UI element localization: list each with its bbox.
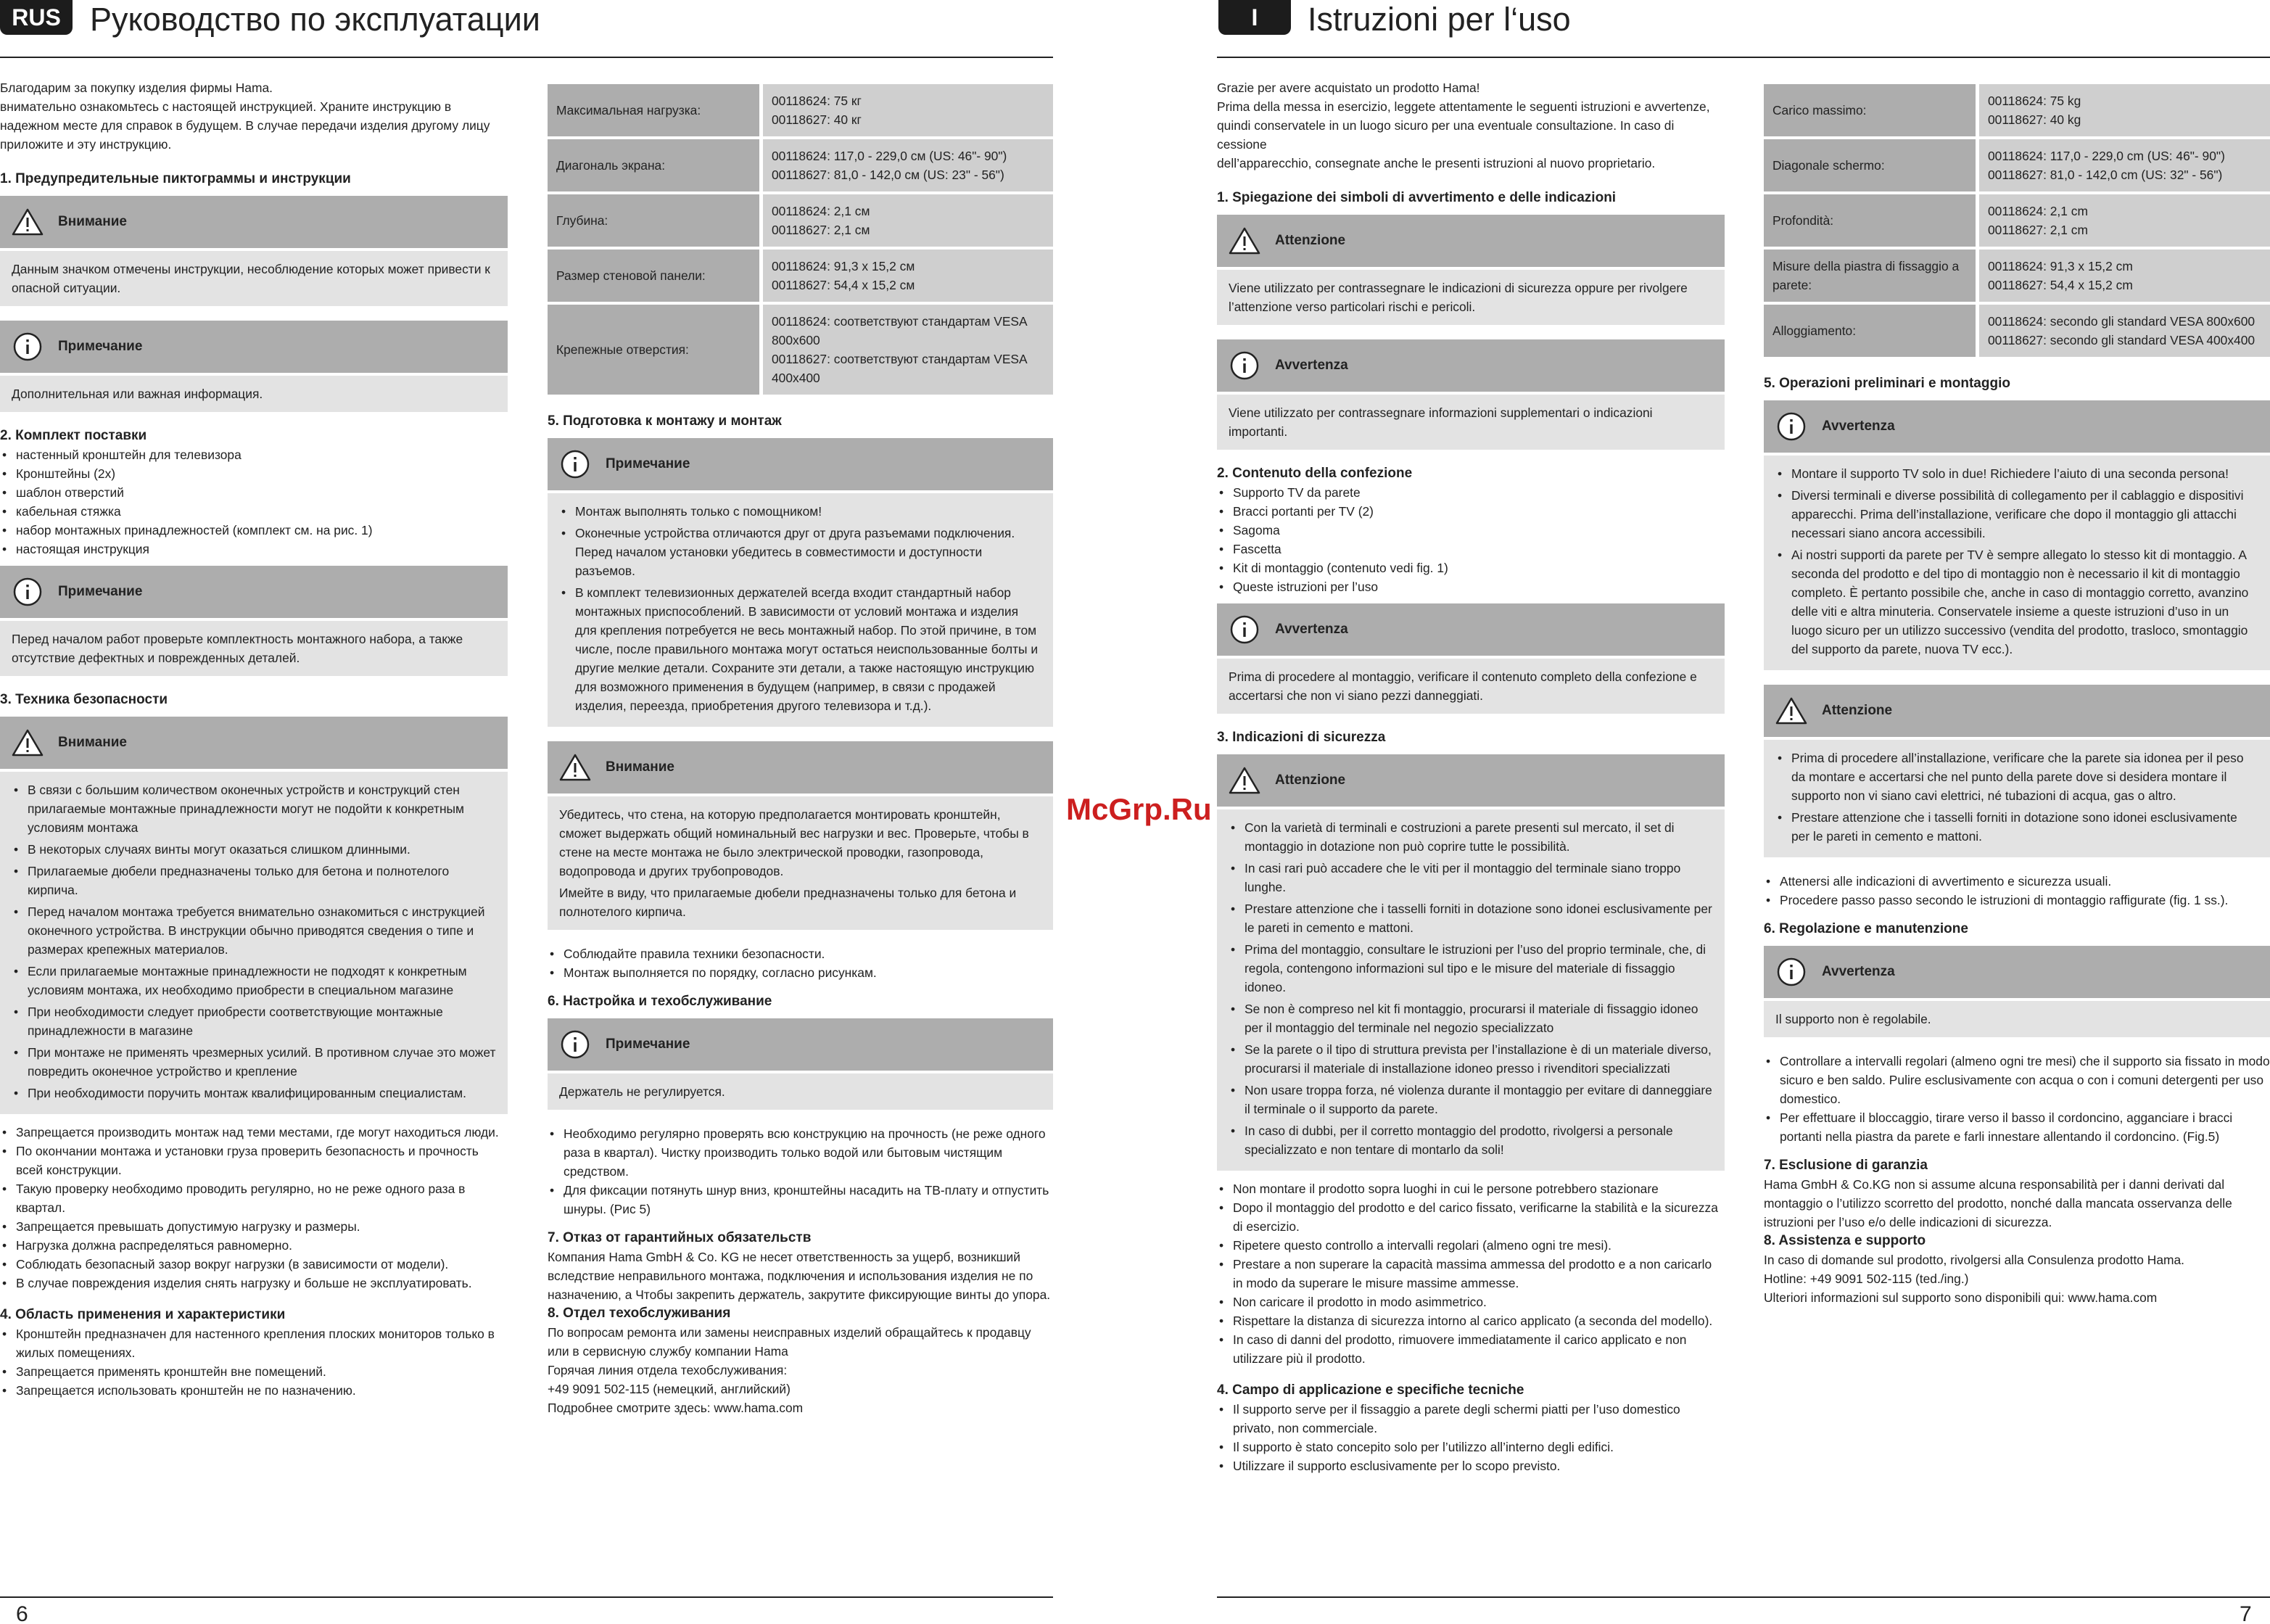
table-row xyxy=(548,250,1053,302)
list-item: • Procedere passo passo secondo le istruzioni di montaggio raffigurate (fig. 1 ss.). xyxy=(1764,891,2270,910)
note-box-header xyxy=(1764,946,2270,998)
note-box-text: Il supporto non è regolabile. xyxy=(1775,1012,1931,1026)
list-item: • Queste istruzioni per l’uso xyxy=(1217,577,1725,596)
spec-value: 00118624: соответствуют стандартам VESA 800x600 00118627: соответствуют стандартам VESA 400x400 xyxy=(759,305,1053,395)
table-row xyxy=(548,139,1053,191)
warning-box-title: Внимание xyxy=(606,759,674,775)
list-item: • Kit di montaggio (contenuto vedi fig. 1) xyxy=(1217,558,1725,577)
spec-value: 00118624: 2,1 cm 00118627: 2,1 cm xyxy=(1976,194,2270,247)
note-box-title: Примечание xyxy=(58,339,143,354)
section-heading: 6. Regolazione e manutenzione xyxy=(1764,921,1968,936)
warning-box xyxy=(1764,685,2270,857)
note-list xyxy=(1775,464,2258,659)
list-item: • При необходимости следует приобрести соответствующие монтажные принадлежности в магазине xyxy=(12,1002,496,1040)
list-item: • Montare il supporto TV solo in due! Richiedere l’aiuto di una seconda persona! xyxy=(1775,464,2258,483)
note-box xyxy=(1217,603,1725,714)
warning-box-title: Attenzione xyxy=(1275,233,1346,248)
list-item: • Non caricare il prodotto in modo asimmetrico. xyxy=(1217,1293,1725,1311)
note-box-header xyxy=(0,566,508,618)
info-icon xyxy=(1775,411,1807,442)
left-column-1 xyxy=(0,78,508,1400)
spec-value: 00118624: 91,3 x 15,2 см 00118627: 54,4 x 15,2 см xyxy=(759,250,1053,302)
warning-triangle-icon xyxy=(1775,695,1807,727)
warning-box-body xyxy=(1764,740,2270,857)
list-item: • Se la parete o il tipo di struttura prevista per l’installazione è di un materiale diverso, procurarsi il materiale di installazione idoneo presso i rivenditori specializzati xyxy=(1229,1040,1713,1078)
list-item: • In casi rari può accadere che le viti per il montaggio del terminale siano troppo lunghe. xyxy=(1229,859,1713,897)
list-item: • Il supporto è stato concepito solo per l’utilizzo all’interno degli edifici. xyxy=(1217,1438,1725,1456)
note-box-body xyxy=(1764,456,2270,670)
warning-box-header xyxy=(1217,754,1725,807)
warning-triangle-icon xyxy=(12,727,44,759)
note-box-body xyxy=(548,1073,1053,1110)
note-box-text: Prima di procedere al montaggio, verificare il contenuto completo della confezione e accertarsi che non vi siano pezzi danneggiati. xyxy=(1229,669,1697,703)
list-item: • Такую проверку необходимо проводить регулярно, но не реже одного раза в квартал. xyxy=(0,1179,508,1217)
table-row xyxy=(1764,84,2270,136)
warning-box-title: Attenzione xyxy=(1275,772,1346,788)
intro xyxy=(1217,78,1725,173)
section-heading: 2. Contenuto della confezione xyxy=(1217,466,1413,481)
list-item: • В связи с большим количеством оконечных устройств и конструкций стен прилагаемые монтажные принадлежности могут не подойти к конкретным условиям монтажа xyxy=(12,780,496,837)
package-contents-list xyxy=(1217,483,1725,596)
spec-label: Carico massimo: xyxy=(1764,84,1976,136)
note-box xyxy=(1764,400,2270,670)
spec-value: 00118624: 91,3 x 15,2 cm 00118627: 54,4 x 15,2 cm xyxy=(1976,250,2270,302)
list-item: • Per effettuare il bloccaggio, tirare verso il basso il cordoncino, agganciare i bracci portanti nella piastra da parete e farli innestare allentando il cordoncino. (Fig.5) xyxy=(1764,1108,2270,1146)
intro-line: dell’apparecchio, consegnate anche le presenti istruzioni al nuovo proprietario. xyxy=(1217,156,1656,170)
warning-box xyxy=(1217,215,1725,325)
section-heading: 6. Настройка и техобслуживание xyxy=(548,994,772,1009)
section-heading: 1. Предупредительные пиктограммы и инструкции xyxy=(0,171,351,186)
list-item: • По окончании монтажа и установки груза проверить безопасность и прочность всей конструкции. xyxy=(0,1142,508,1179)
spec-label: Misure della piastra di fissaggio a parete: xyxy=(1764,250,1976,302)
info-icon xyxy=(12,331,44,363)
note-box-body xyxy=(1764,1001,2270,1037)
watermark: McGrp.Ru xyxy=(1066,792,1212,826)
info-icon xyxy=(1229,614,1260,646)
info-icon xyxy=(559,448,591,480)
list-item: • Запрещается производить монтаж над теми местами, где могут находиться люди. xyxy=(0,1123,508,1142)
list-item: • Prima del montaggio, consultare le istruzioni per l’uso del proprio terminale, che, di regola, contengono informazioni sul tipo e le misure del materiale di fissaggio idoneo. xyxy=(1229,940,1713,997)
note-box-title: Avvertenza xyxy=(1275,358,1348,373)
safety-warning-list xyxy=(12,780,496,1102)
note-box-title: Avvertenza xyxy=(1275,622,1348,637)
list-item: • Ripetere questo controllo a intervalli regolari (almeno ogni tre mesi). xyxy=(1217,1236,1725,1255)
list-item: • набор монтажных принадлежностей (комплект см. на рис. 1) xyxy=(0,521,508,540)
list-item: • Prima di procedere all’installazione, verificare che la parete sia idonea per il peso da montare e accertarsi che nel punto della parete dove si desidera montare il supporto non vi siano cavi elettrici, né tubazioni di acqua, gas o altro. xyxy=(1775,749,2258,805)
mounting-list xyxy=(548,944,1053,982)
list-item: • При необходимости поручить монтаж квалифицированным специалистам. xyxy=(12,1084,496,1102)
section-heading: 2. Комплект поставки xyxy=(0,428,147,443)
list-item: • Кронштейны (2x) xyxy=(0,464,508,483)
list-item: • Нагрузка должна распределяться равномерно. xyxy=(0,1236,508,1255)
warning-box-header xyxy=(0,196,508,248)
section-heading: 7. Отказ от гарантийных обязательств xyxy=(548,1230,812,1245)
language-tag: I xyxy=(1218,0,1291,35)
note-box-title: Avvertenza xyxy=(1822,964,1895,979)
note-box-header xyxy=(0,321,508,373)
list-item: • Attenersi alle indicazioni di avvertimento e sicurezza usuali. xyxy=(1764,872,2270,891)
warning-triangle-icon xyxy=(559,751,591,783)
info-icon xyxy=(559,1029,591,1060)
list-item: • В случае повреждения изделия снять нагрузку и больше не эксплуатировать. xyxy=(0,1274,508,1293)
service-line: или в сервисную службу компании Hama xyxy=(548,1344,788,1359)
header-divider xyxy=(1217,57,2270,58)
note-box-text: Дополнительная или важная информация. xyxy=(12,387,263,401)
warning-triangle-icon xyxy=(1229,225,1260,257)
note-box-body xyxy=(1217,395,1725,450)
warning-box-body xyxy=(1217,809,1725,1171)
list-item: • Соблюдать безопасный зазор вокруг нагрузки (в зависимости от модели). xyxy=(0,1255,508,1274)
spec-value: 00118624: secondo gli standard VESA 800x600 00118627: secondo gli standard VESA 400x400 xyxy=(1976,305,2270,357)
table-row xyxy=(1764,139,2270,191)
warning-text: Убедитесь, что стена, на которую предполагается монтировать кронштейн, сможет выдержать общий номинальный вес нагрузки и вес. Проверьте, чтобы в стене на месте монтажа не было электрической проводки, газопровода, водопровода и других трубопроводов. xyxy=(559,807,1029,878)
mounting-list xyxy=(1764,872,2270,910)
note-box xyxy=(0,321,508,412)
note-box-body xyxy=(0,376,508,412)
note-box-header xyxy=(548,1018,1053,1071)
note-box-text: Перед началом работ проверьте комплектность монтажного набора, а также отсутствие дефектных и поврежденных деталей. xyxy=(12,632,463,665)
list-item: • Rispettare la distanza di sicurezza intorno al carico applicato (a seconda del modello). xyxy=(1217,1311,1725,1330)
intro-line: quindi conservatele in un luogo sicuro per una eventuale consultazione. In caso di cessione xyxy=(1217,118,1675,152)
list-item: • Con la varietà di terminali e costruzioni a parete presenti sul mercato, il set di montaggio in dotazione non può coprire tutte le possibilità. xyxy=(1229,818,1713,856)
footer-divider xyxy=(1217,1596,2270,1598)
warning-box-text: Viene utilizzato per contrassegnare le indicazioni di sicurezza oppure per rivolgere l’attenzione verso particolari rischi e pericoli. xyxy=(1229,281,1688,314)
safety-list xyxy=(0,1123,508,1293)
list-item: • Перед началом монтажа требуется внимательно ознакомиться с инструкцией оконечного устройства. В инструкции обычно приводятся сведения о типе и размерах крепежных материалов. xyxy=(12,902,496,959)
note-box-title: Примечание xyxy=(606,1036,690,1052)
list-item: • Ai nostri supporti da parete per TV è sempre allegato lo stesso kit di montaggio. A seconda del prodotto e del tipo di montaggio non è necessario il kit di montaggio completo. È pertanto possibile che, anche in caso di montaggio corretto, avanzino delle viti e altra minuteria. Conservatele insieme a queste istruzioni d’uso in un luogo sicuro per un utilizzo successivo (vendita del prodotto, trasloco, smontaggio del supporto da parete, nuova TV ecc.). xyxy=(1775,545,2258,659)
spec-label: Глубина: xyxy=(548,194,759,247)
spec-label: Размер стеновой панели: xyxy=(548,250,759,302)
intro-line: Благодарим за покупку изделия фирмы Hama. xyxy=(0,81,273,95)
warning-box-header xyxy=(1764,685,2270,737)
warning-box xyxy=(0,717,508,1114)
note-box xyxy=(548,1018,1053,1110)
list-item: • Bracci portanti per TV (2) xyxy=(1217,502,1725,521)
list-item: • При монтаже не применять чрезмерных усилий. В противном случае это может повредить оконечное устройство и крепление xyxy=(12,1043,496,1081)
page-title: Istruzioni per l‘uso xyxy=(1308,1,1571,38)
spec-label: Максимальная нагрузка: xyxy=(548,84,759,136)
warning-box-text: Данным значком отмечены инструкции, несоблюдение которых может привести к опасной ситуации. xyxy=(12,262,490,295)
list-item: • Fascetta xyxy=(1217,540,1725,558)
note-box xyxy=(0,566,508,676)
intro xyxy=(0,78,508,154)
list-item: • Sagoma xyxy=(1217,521,1725,540)
note-box xyxy=(1764,946,2270,1037)
spec-value: 00118624: 75 kg 00118627: 40 kg xyxy=(1976,84,2270,136)
spec-table xyxy=(548,81,1053,397)
table-row xyxy=(1764,194,2270,247)
note-box-header xyxy=(1217,603,1725,656)
package-contents-list xyxy=(0,445,508,558)
list-item: • Соблюдайте правила техники безопасности. xyxy=(548,944,1053,963)
page-title: Руководство по эксплуатации xyxy=(90,1,540,38)
note-box-body xyxy=(1217,659,1725,714)
list-item: • Prestare attenzione che i tasselli forniti in dotazione sono idonei esclusivamente per le pareti in cemento e mattoni. xyxy=(1229,899,1713,937)
section-heading: 4. Область применения и характеристики xyxy=(0,1307,286,1322)
table-row xyxy=(548,194,1053,247)
note-box-title: Примечание xyxy=(606,456,690,471)
list-item: • Prestare a non superare la capacità massima ammessa del prodotto e a non caricarlo in modo da superare le misure massime ammesse. xyxy=(1217,1255,1725,1293)
application-list xyxy=(1217,1400,1725,1475)
table-row xyxy=(1764,305,2270,357)
list-item: • Монтаж выполнять только с помощником! xyxy=(559,502,1041,521)
intro-line: надежном месте для справок в будущем. В случае передачи изделия другому лицу xyxy=(0,118,490,133)
info-icon xyxy=(1229,350,1260,382)
list-item: • Прилагаемые дюбели предназначены только для бетона и полнотелого кирпича. xyxy=(12,862,496,899)
warranty-text: Компания Hama GmbH & Co. KG не несет ответственность за ущерб, возникший вследствие неправильного монтажа, подключения и использования изделия не по назначению, а Чтобы закрепить держатель, закрутите фиксирующие винты до упора. xyxy=(548,1250,1051,1302)
list-item: • Запрещается применять кронштейн вне помещений. xyxy=(0,1362,508,1381)
spec-table xyxy=(1764,81,2270,360)
warning-text: Имейте в виду, что прилагаемые дюбели предназначены только для бетона и полнотелого кирпича. xyxy=(559,886,1017,919)
intro-line: приложите и эту инструкцию. xyxy=(0,137,172,152)
spec-label: Diagonale schermo: xyxy=(1764,139,1976,191)
list-item: • Se non è compreso nel kit fi montaggio, procurarsi il materiale di fissaggio idoneo per il montaggio del terminale nel negozio specializzato xyxy=(1229,999,1713,1037)
spec-label: Крепежные отверстия: xyxy=(548,305,759,395)
right-column-2 xyxy=(1764,74,2270,1307)
footer-divider xyxy=(0,1596,1053,1598)
list-item: • Монтаж выполняется по порядку, согласно рисункам. xyxy=(548,963,1053,982)
list-item: • Кронштейн предназначен для настенного крепления плоских мониторов только в жилых помещениях. xyxy=(0,1324,508,1362)
intro-line: внимательно ознакомьтесь с настоящей инструкцией. Храните инструкцию в xyxy=(0,99,452,114)
service-info xyxy=(548,1323,1053,1417)
list-item: • Diversi terminali e diverse possibilità di collegamento per il cablaggio e dispositivi apparecchi. Prima dell’installazione, verificare che dopo il montaggio gli attacchi necessari siano ancora accessibili. xyxy=(1775,486,2258,543)
service-line: Hotline: +49 9091 502-115 (ted./ing.) xyxy=(1764,1271,1969,1286)
spec-value: 00118624: 117,0 - 229,0 cm (US: 46"- 90") 00118627: 81,0 - 142,0 cm (US: 32" - 56") xyxy=(1976,139,2270,191)
note-box-title: Примечание xyxy=(58,584,143,599)
note-box xyxy=(1217,339,1725,450)
service-line: Горячая линия отдела техобслуживания: xyxy=(548,1363,788,1377)
spec-label: Диагональ экрана: xyxy=(548,139,759,191)
section-heading: 7. Esclusione di garanzia xyxy=(1764,1158,1928,1173)
list-item: • Запрещается превышать допустимую нагрузку и размеры. xyxy=(0,1217,508,1236)
note-box-header xyxy=(1764,400,2270,453)
note-box-body xyxy=(548,493,1053,727)
list-item: • В комплект телевизионных держателей всегда входит стандартный набор монтажных приспособлений. В зависимости от условий монтажа и изделия для крепления потребуется не весь монтажный набор. По этой причине, в том числе, после правильного монтажа могут остаться неиспользованные болты и другие мелкие детали. Сохраните эти детали, а также настоящую инструкцию для возможного применения в будущем (например, в связи с продажей изделия, переезда, приобретения другого телевизора и т.д.). xyxy=(559,583,1041,715)
list-item: • Il supporto serve per il fissaggio a parete degli schermi piatti per l’uso domestico privato, non commerciale. xyxy=(1217,1400,1725,1438)
warning-box-header xyxy=(0,717,508,769)
list-item: • Non usare troppa forza, né violenza durante il montaggio per evitare di danneggiare il terminale o il supporto da parete. xyxy=(1229,1081,1713,1118)
warning-box xyxy=(0,196,508,306)
warning-triangle-icon xyxy=(1229,764,1260,796)
list-item: • В некоторых случаях винты могут оказаться слишком длинными. xyxy=(12,840,496,859)
list-item: • In caso di danni del prodotto, rimuovere immediatamente il carico applicato e non utilizzare più il prodotto. xyxy=(1217,1330,1725,1368)
warning-box-header xyxy=(548,741,1053,794)
info-icon xyxy=(12,576,44,608)
warning-box-title: Attenzione xyxy=(1822,703,1893,718)
spec-value: 00118624: 75 кг 00118627: 40 кг xyxy=(759,84,1053,136)
section-heading: 1. Spiegazione dei simboli di avvertimento e delle indicazioni xyxy=(1217,190,1617,205)
warning-box-title: Внимание xyxy=(58,735,127,750)
application-list xyxy=(0,1324,508,1400)
page-number: 6 xyxy=(16,1602,28,1624)
table-row xyxy=(548,84,1053,136)
service-line: Подробнее смотрите здесь: www.hama.com xyxy=(548,1401,804,1415)
service-line: In caso di domande sul prodotto, rivolgersi alla Consulenza prodotto Hama. xyxy=(1764,1253,2185,1267)
intro-line: Grazie per avere acquistato un prodotto Hama! xyxy=(1217,81,1480,95)
spec-value: 00118624: 117,0 - 229,0 см (US: 46"- 90") 00118627: 81,0 - 142,0 см (US: 23" - 56") xyxy=(759,139,1053,191)
list-item: • Non montare il prodotto sopra luoghi in cui le persone potrebbero stazionare xyxy=(1217,1179,1725,1198)
page-number: 7 xyxy=(2240,1602,2252,1624)
info-icon xyxy=(1775,956,1807,988)
left-column-2 xyxy=(548,74,1053,1417)
warranty-text: Hama GmbH & Co.KG non si assume alcuna responsabilità per i danni derivati dal montaggio o l’utilizzo scorretto del prodotto, nonché dalla mancata osservanza delle istruzioni per l’uso e/o delle indicazioni di sicurezza. xyxy=(1764,1177,2232,1229)
warning-box xyxy=(548,741,1053,930)
note-box-header xyxy=(1217,339,1725,392)
service-line: +49 9091 502-115 (немецкий, английский) xyxy=(548,1382,791,1396)
header-divider xyxy=(0,57,1053,58)
note-box-body xyxy=(0,621,508,676)
warning-triangle-icon xyxy=(12,206,44,238)
warning-list xyxy=(1775,749,2258,846)
maintenance-list xyxy=(1764,1052,2270,1146)
list-item: • Supporto TV da parete xyxy=(1217,483,1725,502)
section-heading: 3. Техника безопасности xyxy=(0,692,168,707)
service-line: По вопросам ремонта или замены неисправных изделий обращайтесь к продавцу xyxy=(548,1325,1031,1340)
list-item: • кабельная стяжка xyxy=(0,502,508,521)
spec-label: Profondità: xyxy=(1764,194,1976,247)
section-heading: 3. Indicazioni di sicurezza xyxy=(1217,730,1386,745)
list-item: • Prestare attenzione che i tasselli forniti in dotazione sono idonei esclusivamente per le pareti in cemento e mattoni. xyxy=(1775,808,2258,846)
spec-value: 00118624: 2,1 см 00118627: 2,1 см xyxy=(759,194,1053,247)
section-heading: 4. Campo di applicazione e specifiche tecniche xyxy=(1217,1382,1524,1398)
warning-box-body xyxy=(0,772,508,1114)
list-item: • Utilizzare il supporto esclusivamente per lo scopo previsto. xyxy=(1217,1456,1725,1475)
list-item: • настенный кронштейн для телевизора xyxy=(0,445,508,464)
list-item: • Запрещается использовать кронштейн не по назначению. xyxy=(0,1381,508,1400)
right-column-1 xyxy=(1217,78,1725,1475)
section-heading: 5. Подготовка к монтажу и монтаж xyxy=(548,413,782,429)
maintenance-list xyxy=(548,1124,1053,1219)
warning-box-title: Внимание xyxy=(58,214,127,229)
list-item: • настоящая инструкция xyxy=(0,540,508,558)
service-info xyxy=(1764,1250,2270,1307)
safety-list xyxy=(1217,1179,1725,1368)
table-row xyxy=(1764,250,2270,302)
list-item: • Controllare a intervalli regolari (almeno ogni tre mesi) che il supporto sia fissato in modo sicuro e ben saldo. Pulire esclusivamente con acqua o con i comuni detergenti per uso domestico. xyxy=(1764,1052,2270,1108)
spec-label: Alloggiamento: xyxy=(1764,305,1976,357)
list-item: • Необходимо регулярно проверять всю конструкцию на прочность (не реже одного раза в квартал). Чистку производить только водой или бытовым чистящим средством. xyxy=(548,1124,1053,1181)
warning-box-body xyxy=(548,796,1053,930)
note-box-title: Avvertenza xyxy=(1822,419,1895,434)
list-item: • Оконечные устройства отличаются друг от друга разъемами подключения. Перед началом установки убедитесь в совместимости и доступности разъемов. xyxy=(559,524,1041,580)
warning-box-body xyxy=(0,251,508,306)
list-item: • Для фиксации потянуть шнур вниз, кронштейны насадить на ТВ-плату и отпустить шнуры. (Рис 5) xyxy=(548,1181,1053,1219)
note-box-text: Viene utilizzato per contrassegnare informazioni supplementari o indicazioni importanti. xyxy=(1229,405,1653,439)
note-box-text: Держатель не регулируется. xyxy=(559,1084,725,1099)
warning-box-header xyxy=(1217,215,1725,267)
list-item: • шаблон отверстий xyxy=(0,483,508,502)
note-box-header xyxy=(548,438,1053,490)
service-line: Ulteriori informazioni sul supporto sono disponibili qui: www.hama.com xyxy=(1764,1290,2158,1305)
section-heading: 8. Отдел техобслуживания xyxy=(548,1306,731,1321)
section-heading: 5. Operazioni preliminari e montaggio xyxy=(1764,376,2010,391)
warning-box-body xyxy=(1217,270,1725,325)
note-list xyxy=(559,502,1041,715)
list-item: • Если прилагаемые монтажные принадлежности не подходят к конкретным условиям монтажа, их необходимо приобрести в специальном магазине xyxy=(12,962,496,999)
note-box xyxy=(548,438,1053,727)
safety-warning-list xyxy=(1229,818,1713,1159)
warning-box xyxy=(1217,754,1725,1171)
language-tag: RUS xyxy=(0,0,73,35)
list-item: • Dopo il montaggio del prodotto e del carico fissato, verificarne la stabilità e la sicurezza di esercizio. xyxy=(1217,1198,1725,1236)
list-item: • In caso di dubbi, per il corretto montaggio del prodotto, rivolgersi a personale specializzato e non tentare di montarlo da soli! xyxy=(1229,1121,1713,1159)
section-heading: 8. Assistenza e supporto xyxy=(1764,1233,1926,1248)
table-row xyxy=(548,305,1053,395)
intro-line: Prima della messa in esercizio, leggete attentamente le seguenti istruzioni e avvertenze, xyxy=(1217,99,1710,114)
